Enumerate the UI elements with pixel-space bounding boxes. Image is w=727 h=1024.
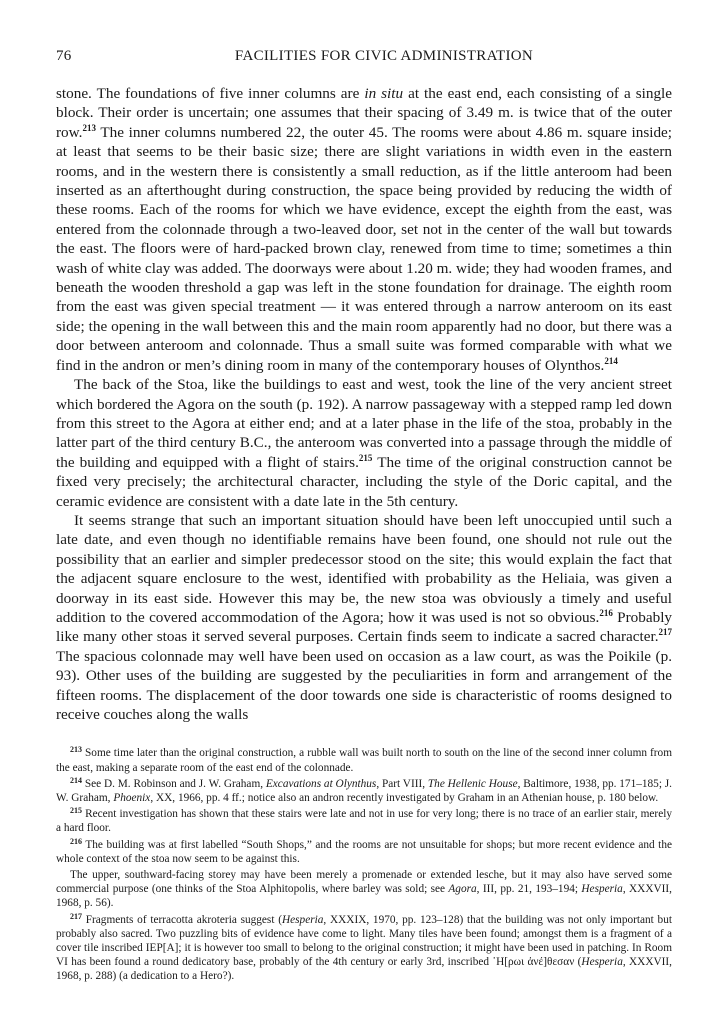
- footnote-213: [56, 746, 672, 774]
- footnote-ref-214[interactable]: 214: [604, 355, 618, 366]
- footnote-ref-217[interactable]: 217: [658, 627, 672, 638]
- text: Probably like many other stoas it served several purposes. Certain finds seem to indicate a sacred character.: [56, 608, 673, 646]
- footnote-number: 215: [70, 806, 82, 816]
- text: The spacious colonnade may well have been used on occasion as a law court, as was the Poikile (p. 93). Other uses of the building are suggested by the peculiarities in form and arrangement of the fifteen rooms. The displacement of the door towards one side is characteristic of rooms designed to receive couches along the walls: [56, 647, 672, 723]
- footnote-text: Fragments of terracotta akroteria suggest (: [82, 913, 282, 926]
- footnote-ref-216[interactable]: 216: [599, 607, 613, 618]
- footnote-text: , XX, 1966, pp. 4 ff.; notice also an andron recently investigated by Graham in an Athenian house, p. 180 below.: [150, 792, 659, 805]
- footnote-214: [56, 777, 672, 805]
- italic-title: The Hellenic House: [427, 777, 518, 790]
- paragraph-1: [56, 84, 672, 375]
- footnote-ref-213[interactable]: 213: [82, 122, 96, 133]
- footnote-number: 213: [70, 745, 82, 755]
- running-header: [56, 48, 672, 70]
- footnote-ref-215[interactable]: 215: [358, 452, 373, 463]
- page-number: 76: [56, 48, 72, 64]
- footnote-text: , III, pp. 21, 193–194;: [476, 883, 582, 896]
- footnote-number: 214: [70, 775, 82, 785]
- italic-text: in situ: [364, 85, 404, 102]
- footnote-number: 217: [70, 911, 82, 921]
- footnote-text: , Part VIII,: [376, 777, 428, 790]
- italic-title: Excavations at Olynthus: [265, 777, 377, 790]
- footnotes: [56, 746, 672, 983]
- footnote-text: The upper, southward-facing storey may have been merely a promenade or extended lesche, but it may also have served some commercial purpose (one thinks of the Stoa Alphitopolis, where barley was sold; see: [56, 869, 672, 896]
- footnote-text: , XXXVII, 1968, p. 56).: [56, 883, 672, 910]
- footnote-text: See D. M. Robinson and J. W. Graham,: [82, 777, 266, 790]
- footnote-text: Some time later than the original construction, a rubble wall was built north to south on the line of the second inner column from the east, making a separate room of the east end of the colonnade.: [56, 747, 672, 774]
- small-caps-text: B.C.: [239, 434, 268, 452]
- footnote-text: , XXXIX, 1970, pp. 123–128) that the building was not only important but probably also sacred. Two puzzling bits of evidence have come to light. Many tiles have been found; amongst them is a fragment of a cover tile inscribed ΙΕΡ[Α]; it is however too small to belong to the original construction; it might have been used in patching. In Room VI has been found a round dedicatory base, probably of the 4th century or early 3rd, inscribed ῾Η[ρωι ἀνέ]θεσαν (: [56, 913, 672, 969]
- text: It seems strange that such an important situation should have been left unoccupied until such a late date, and even though no identifiable remains have been found, one should not rule out the possibility that an earlier and simpler predecessor stood on the site; this would explain the fact that the adjacent square enclosure to the west, identified with probability as the Heliaia, was given a doorway in its east side. However this may be, the new stoa was obviously a timely and useful addition to the covered accommodation of the Agora; how it was used is not so obvious.: [56, 511, 672, 626]
- page: [56, 48, 672, 986]
- footnote-215: [56, 807, 672, 835]
- italic-title: Phoenix: [113, 792, 151, 805]
- text: The back of the Stoa, like the buildings to east and west, took the line of the very ancient street which bordered the Agora on the south (p. 192). A narrow passageway with a stepped ramp led down from this street to the Agora at either end; and at a later phase in the life of the stoa, probably in the latter part of the third century: [56, 376, 672, 452]
- text: stone. The foundations of five inner columns are: [56, 85, 365, 102]
- text: The inner columns numbered 22, the outer 45. The rooms were about 4.86 m. square inside; at least that seems to be their basic size; there are slight variations in width even in the eastern rooms, and in the western there is consistently a small reduction, as if the little anteroom had been inserted as an afterthought during construction, the space being provided by reducing the width of these rooms. Each of the rooms for which we have evidence, except the eighth from the east, was entered from the colonnade through a two-leaved door, set not in the center of the wall but towards the east. The floors were of hard-packed brown clay, renewed from time to time; sometimes a thin wash of white clay was added. The doorways were about 1.20 m. wide; they had wooden frames, and beneath the wooden threshold a gap was left in the stone foundation for drainage. The eighth room from the east was given special treatment — it was entered through a narrow anteroom on its east side; the opening in the wall between this and the main room apparently had no door, but there was a door between anteroom and colonnade. Thus a small suite was formed comparable with what we find in the andron or men’s dining room in many of the contemporary houses of Olynthos.: [56, 123, 672, 374]
- footnote-number: 216: [70, 836, 82, 846]
- main-text: [56, 84, 672, 724]
- running-head-title: FACILITIES FOR CIVIC ADMINISTRATION: [234, 48, 534, 64]
- text: at the east end, each consisting of a single block. Their order is uncertain; one assumes that their spacing of 3.49 m. is twice that of the outer row.: [56, 85, 672, 141]
- footnote-216-continued: [56, 868, 672, 911]
- italic-title: Hesperia: [281, 913, 324, 926]
- footnote-text: The building was at first labelled “South Shops,” and the rooms are not unsuitable for shops; but more recent evidence and the whole context of the stoa now seem to be against this.: [56, 838, 672, 865]
- footnote-text: , XXXVII, 1968, p. 288) (a dedication to a Hero?).: [56, 956, 672, 983]
- footnote-217: [56, 913, 672, 984]
- italic-title: Agora: [448, 883, 477, 896]
- text: The time of the original construction cannot be fixed very precisely; the architectural character, including the style of the Doric capital, and the ceramic evidence are consistent with a date late in the 5th century.: [56, 453, 673, 510]
- footnote-text: Recent investigation has shown that these stairs were late and not in use for very long; there is no trace of an earlier stair, merely a hard floor.: [56, 808, 672, 835]
- italic-title: Hesperia: [581, 883, 623, 896]
- italic-title: Hesperia: [581, 956, 623, 969]
- paragraph-2: [56, 375, 672, 511]
- footnote-216: [56, 838, 672, 866]
- text: , the anteroom was converted into a passage through the middle of the building and equipped with a flight of stairs.: [56, 434, 672, 471]
- footnote-text: , Baltimore, 1938, pp. 171–185; J. W. Graham,: [56, 777, 673, 805]
- paragraph-3: [56, 511, 672, 724]
